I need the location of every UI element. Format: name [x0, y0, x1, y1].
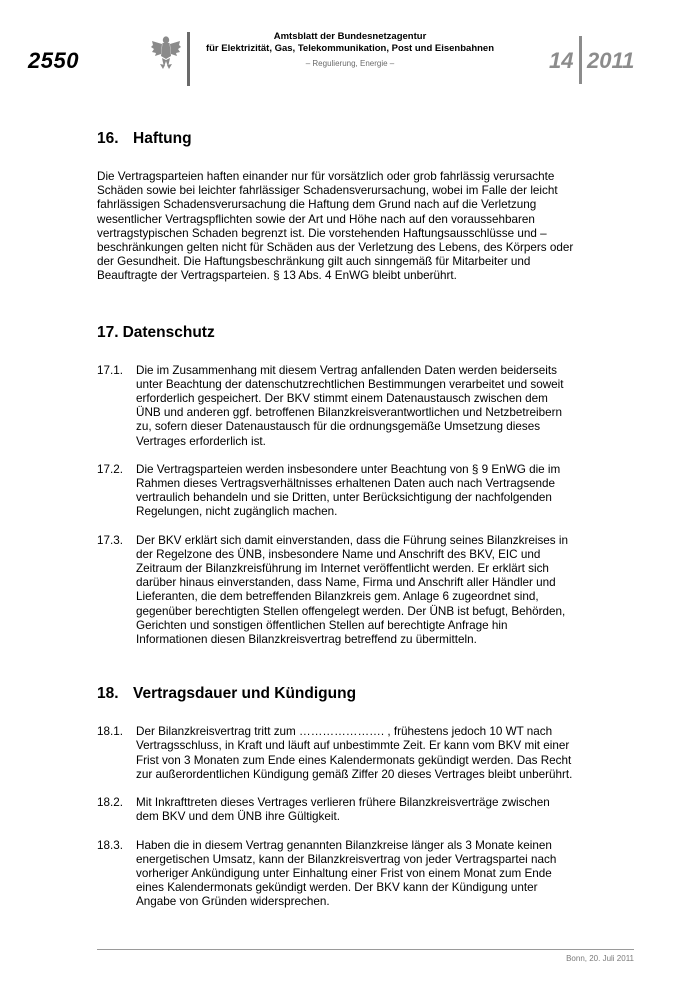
clause-number: 18.2. — [97, 796, 123, 810]
clause-number: 17.2. — [97, 462, 123, 476]
section-16-text: Die Vertragsparteien haften einander nur für vorsätzlich oder grob fahrlässig verursachte Schäden sowie bei leichter fahrlässiger Schadensverursachung, wobei im Falle der leicht fahrlässigen Schadensverursachung die Haftung dem Grund nach auf die Verletzung wesentlicher Vertragspflichten sowie der Art und Höhe nach auf den voraussehbaren vertragstypischen Schaden begrenzt ist. Die vorstehenden Haftungsausschlüsse und –beschränkungen gelten nicht für Schäden aus der Verletzung des Lebens, des Körpers oder der Gesundheit. Die Haftungsbeschränkung gilt auch sinngemäß für Mitarbeiter und Beauftragte der Vertragsparteien. § 13 Abs. 4 EnWG bleibt unberührt. — [97, 170, 574, 283]
section-18-heading — [97, 685, 575, 703]
issue-divider — [579, 36, 582, 84]
section-16-number: 16. — [97, 130, 119, 147]
section-17-number: 17. — [97, 323, 119, 341]
clause-text: Der Bilanzkreisvertrag tritt zum …………………. , frühestens jedoch 10 WT nach Vertragsschluss, in Kraft und läuft auf unbestimmte Zeit. Er kann vom BKV mit einer Frist von 3 Monaten zum Ende eines Kalendermonats gekündigt werden. Das Recht zur außerordentlichen Kündigung gemäß Ziffer 20 dieses Vertrages bleibt unberührt. — [136, 725, 573, 781]
issue-number: 14 — [549, 48, 574, 73]
clause-18-1 — [97, 725, 575, 782]
masthead-section: – Regulierung, Energie – — [305, 59, 395, 68]
document-body — [97, 130, 575, 924]
clause-text: Die Vertragsparteien werden insbesondere unter Beachtung von § 9 EnWG die im Rahmen dieses Vertragsverhältnisses erhaltenen Daten auch nach Vertragsende vertraulich behandeln und sie Dritten, unter Berücksichtigung der nachfolgenden Regelungen, nicht zugänglich machen. — [136, 462, 561, 519]
page-number: 2550 — [28, 48, 79, 73]
clause-18-3 — [97, 839, 575, 910]
clause-text: Mit Inkrafttreten dieses Vertrages verlieren frühere Bilanzkreisverträge zwischen dem BKV und dem ÜNB ihre Gültigkeit. — [136, 796, 550, 824]
clause-number: 18.3. — [97, 838, 123, 852]
clause-text: Der BKV erklärt sich damit einverstanden, dass die Führung seines Bilanzkreises in der Regelzone des ÜNB, insbesondere Name und Anschrift des BKV, EIC und Zeitraum der Bilanzkreisführung im Internet veröffentlicht werden. Er erklärt sich darüber hinaus einverstanden, dass Name, Firma und Anschrift aller Händler und Lieferanten, die dem betreffenden Bilanzkreis gem. Anlage 6 zugeordnet sind, gegenüber berechtigten Stellen offengelegt werden. Der ÜNB ist befugt, Behörden, Gerichten und sonstigen öffentlichen Stellen auf berechtigte Anfrage hin Informationen diesen Bilanzkreisvertrag betreffend zu übermitteln. — [136, 533, 568, 647]
section-18-number: 18. — [97, 685, 119, 703]
footer-place-date: Bonn, 20. Juli 2011 — [566, 954, 634, 963]
masthead — [190, 31, 510, 70]
section-17-title: Datenschutz — [122, 323, 215, 341]
clause-17-2 — [97, 463, 575, 520]
clause-number: 18.1. — [97, 725, 123, 739]
section-16-title: Haftung — [133, 130, 192, 147]
federal-eagle-icon — [150, 34, 182, 72]
section-17-heading — [97, 324, 575, 342]
footer-divider — [97, 949, 634, 950]
section-16-heading — [97, 130, 575, 148]
clause-17-3 — [97, 534, 575, 648]
clause-number: 17.1. — [97, 363, 123, 377]
section-18-title: Vertragsdauer und Kündigung — [133, 685, 357, 703]
clause-17-1 — [97, 364, 575, 449]
clause-number: 17.3. — [97, 533, 123, 547]
clause-18-2 — [97, 796, 575, 824]
issue-year: 2011 — [587, 48, 635, 73]
clause-text: Haben die in diesem Vertrag genannten Bilanzkreise länger als 3 Monate keinen energetischen Umsatz, kann der Bilanzkreisvertrag von jeder Vertragspartei nach vorheriger Ankündigung unter Einhaltung einer Frist von einem Monat zum Ende eines Kalendermonats gekündigt werden. Der BKV kann der Kündigung unter Angabe von Gründen widersprechen. — [136, 838, 557, 909]
masthead-title: Amtsblatt der Bundesnetzagentur — [273, 31, 427, 42]
clause-text: Die im Zusammenhang mit diesem Vertrag anfallenden Daten werden beiderseits unter Beachtung der datenschutzrechtlichen Bestimmungen verarbeitet und soweit erforderlich gespeichert. Der BKV stimmt einem Datenaustausch zwischen dem ÜNB und anderen ggf. betroffenen Bilanzkreisverantwortlichen und Netzbetreibern zu, sofern dieser Datenaustausch für die ordnungsgemäße Umsetzung dieses Vertrages erforderlich ist. — [136, 363, 564, 448]
masthead-subtitle: für Elektrizität, Gas, Telekommunikation, Post und Eisenbahnen — [205, 43, 495, 54]
